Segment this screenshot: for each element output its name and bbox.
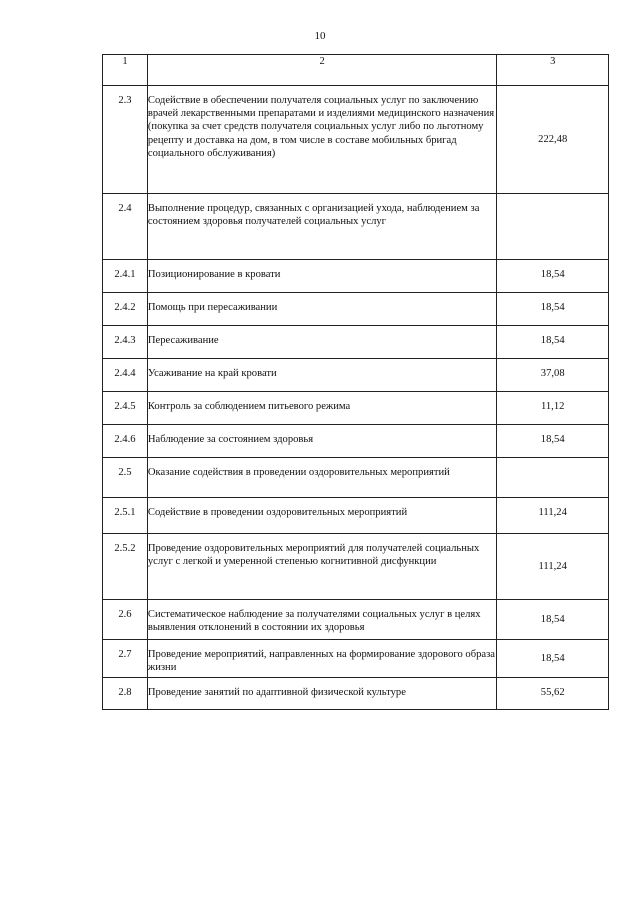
- row-value: [497, 458, 609, 498]
- table-row: [103, 534, 609, 600]
- row-number: 2.4.3: [114, 335, 136, 346]
- row-value: 55,62: [540, 687, 565, 698]
- row-number: 2.5: [118, 467, 132, 478]
- row-value: 111,24: [497, 534, 609, 600]
- table-row: [103, 458, 609, 498]
- table-row: [103, 194, 609, 260]
- table-row: [103, 392, 609, 425]
- table-row: [103, 326, 609, 359]
- row-number: 2.4.5: [114, 401, 136, 412]
- row-value: 18,54: [497, 640, 609, 678]
- row-number: 2.4.6: [114, 434, 136, 445]
- table-row: [103, 260, 609, 293]
- table-row: [103, 425, 609, 458]
- row-description: Усаживание на край кровати: [147, 368, 277, 379]
- row-description: Помощь при пересаживании: [147, 302, 278, 313]
- row-number: 2.5.2: [114, 543, 136, 554]
- row-number: 2.4.4: [114, 368, 136, 379]
- row-number: 2.4.1: [114, 269, 136, 280]
- row-value: 18,54: [540, 434, 565, 445]
- row-value: 37,08: [540, 368, 565, 379]
- row-description: Наблюдение за состоянием здоровья: [147, 434, 314, 445]
- row-description: Оказание содействия в проведении оздоровительных мероприятий: [147, 467, 450, 478]
- row-number: 2.6: [118, 609, 132, 620]
- row-description: Содействие в обеспечении получателя социальных услуг по заключению врачей лекарственными препаратами и изделиями медицинского назначения (покупка за счет средств получателя социальных услуг либо по льготному рецепту и доставка на дом, в том числе в составе мобильных бригад социального обслуживания): [147, 95, 495, 159]
- services-table: [102, 54, 609, 710]
- row-value: 18,54: [497, 600, 609, 640]
- row-description: Пересаживание: [147, 335, 219, 346]
- row-number: 2.4: [118, 203, 132, 214]
- page-number: 10: [314, 30, 326, 42]
- row-number: 2.7: [118, 649, 132, 660]
- row-value: 18,54: [540, 302, 565, 313]
- table-row: [103, 640, 609, 678]
- row-description: Выполнение процедур, связанных с организацией ухода, наблюдением за состоянием здоровья получателей социальных услуг: [147, 203, 480, 228]
- row-number: 2.4.2: [114, 302, 136, 313]
- row-number: 2.5.1: [114, 507, 136, 518]
- row-description: Контроль за соблюдением питьевого режима: [147, 401, 351, 412]
- row-description: Проведение мероприятий, направленных на формирование здорового образа жизни: [147, 649, 495, 674]
- row-description: Проведение оздоровительных мероприятий для получателей социальных услуг с легкой и умеренной степенью когнитивной дисфункции: [147, 543, 480, 568]
- row-value: 222,48: [497, 86, 609, 194]
- table-row: [103, 359, 609, 392]
- table-row: [103, 293, 609, 326]
- table-row: [103, 86, 609, 194]
- table-row: [103, 600, 609, 640]
- row-value: 18,54: [540, 335, 565, 346]
- row-value: [497, 194, 609, 260]
- row-description: Позиционирование в кровати: [147, 269, 281, 280]
- row-value: 18,54: [540, 269, 565, 280]
- row-value: 111,24: [538, 507, 567, 518]
- row-number: 2.3: [118, 95, 132, 106]
- row-value: 11,12: [540, 401, 565, 412]
- header-col-1: 1: [103, 55, 148, 86]
- row-description: Проведение занятий по адаптивной физической культуре: [147, 687, 406, 698]
- header-col-2: 2: [147, 55, 497, 86]
- table-row: [103, 498, 609, 534]
- row-description: Содействие в проведении оздоровительных мероприятий: [147, 507, 408, 518]
- row-description: Систематическое наблюдение за получателями социальных услуг в целях выявления отклонений в состоянии их здоровья: [147, 609, 481, 634]
- row-number: 2.8: [118, 687, 132, 698]
- table-row: [103, 678, 609, 710]
- table-header-row: [103, 55, 609, 86]
- header-col-3: 3: [497, 55, 609, 86]
